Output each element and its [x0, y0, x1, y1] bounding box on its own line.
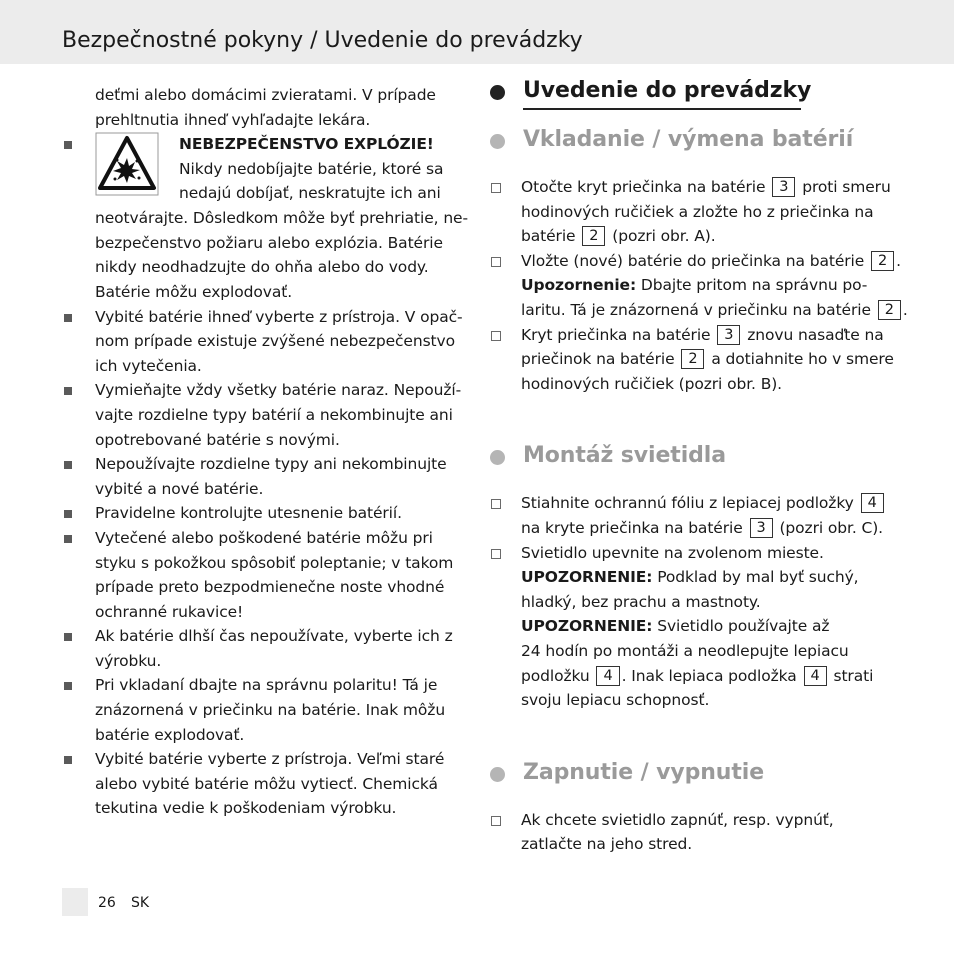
note-label: UPOZORNENIE:: [521, 617, 653, 636]
section-heading-text: Zapnutie / vypnutie: [523, 759, 765, 785]
bullet-text: batérie explodovať.: [95, 725, 245, 744]
bullet-marker: [64, 756, 72, 764]
bullet-item: [62, 501, 472, 526]
bullet-item: [62, 747, 472, 821]
step-text: a dotiahnite ho v smere: [711, 350, 894, 369]
heading-bullet: [490, 134, 505, 149]
bullet-text: ich vytečenia.: [95, 356, 202, 375]
step-checkbox: [491, 257, 501, 267]
part-ref: 2: [871, 251, 894, 271]
step-text: proti smeru: [802, 178, 891, 196]
language-code: SK: [131, 895, 150, 911]
bullet-text: ochranné rukavice!: [95, 602, 244, 621]
bullet-item: [62, 624, 472, 673]
warning-title: NEBEZPEČENSTVO EXPLÓZIE!: [179, 135, 434, 154]
warning-line: Nikdy nedobíjajte batérie, ktoré sa: [179, 159, 444, 178]
step-item: [488, 541, 908, 713]
bullet-text: Ak batérie dlhší čas nepoužívate, vyberte ich z: [95, 627, 453, 646]
step-text: hodinových ručičiek a zložte ho z priečinka na: [521, 202, 874, 221]
page-header: [0, 0, 954, 64]
step-text: priečinok na batérie: [521, 350, 675, 369]
bullet-text: Nepoužívajte rozdielne typy ani nekombinujte: [95, 455, 447, 474]
bullet-item: [62, 452, 472, 501]
bullet-marker: [64, 314, 72, 322]
section-heading-text: Montáž svietidla: [523, 443, 726, 469]
main-heading-text: Uvedenie do prevádzky: [523, 78, 812, 103]
step-text: . Inak lepiaca podložka: [621, 666, 797, 685]
part-ref: 2: [582, 226, 605, 246]
bullet-text: prípade preto bezpodmienečne noste vhodné: [95, 578, 445, 597]
bullet-text: vybité a nové batérie.: [95, 479, 264, 498]
step-text: na kryte priečinka na batérie: [521, 518, 743, 537]
section-heading-switch: [488, 761, 908, 795]
step-checkbox: [491, 499, 501, 509]
part-ref: 3: [750, 518, 773, 538]
bullet-text: Pri vkladaní dbajte na správnu polaritu! Tá je: [95, 676, 438, 695]
bullet-text: alebo vybité batérie môžu vytiecť. Chemická: [95, 774, 438, 793]
bullet-text: opotrebované batérie s novými.: [95, 430, 340, 449]
step-item: [488, 323, 908, 397]
warning-line: Batérie môžu explodovať.: [95, 282, 293, 301]
bullet-text: Vybité batérie ihneď vyberte z prístroja. V opač-: [95, 307, 463, 326]
warning-line: bezpečenstvo požiaru alebo explózia. Batérie: [95, 233, 443, 252]
part-ref: 3: [717, 325, 740, 345]
bullet-text: Vybité batérie vyberte z prístroja. Veľmi staré: [95, 750, 445, 769]
step-text: Stiahnite ochrannú fóliu z lepiacej podložky: [521, 494, 854, 513]
bullet-text: styku s pokožkou spôsobiť poleptanie; v takom: [95, 553, 454, 572]
step-checkbox: [491, 331, 501, 341]
bullet-text: Pravidelne kontrolujte utesnenie batérií.: [95, 504, 402, 523]
step-text: svoju lepiacu schopnosť.: [521, 691, 710, 710]
step-checkbox: [491, 816, 501, 826]
step-checkbox: [491, 183, 501, 193]
bullet-marker: [64, 682, 72, 690]
step-text: (pozri obr. C).: [779, 518, 884, 537]
step-text: hladký, bez prachu a mastnoty.: [521, 592, 761, 611]
note-label: Upozornenie:: [521, 276, 637, 295]
step-text: Vložte (nové) batérie do priečinka na batérie: [521, 251, 865, 270]
heading-bullet: [490, 85, 505, 100]
step-text: Otočte kryt priečinka na batérie: [521, 178, 766, 196]
bullet-text: nom prípade existuje zvýšené nebezpečenstvo: [95, 332, 455, 351]
bullet-marker: [64, 535, 72, 543]
bullet-marker: [64, 510, 72, 518]
section-heading-text: Vkladanie / výmena batérií: [523, 127, 854, 152]
part-ref: 3: [772, 177, 795, 197]
explosion-warning-icon: [95, 132, 159, 196]
step-text: zatlačte na jeho stred.: [521, 835, 693, 854]
bullet-text: Vytečené alebo poškodené batérie môžu pri: [95, 528, 433, 547]
part-ref: 4: [804, 666, 827, 686]
step-text: Ak chcete svietidlo zapnúť, resp. vypnúť,: [521, 810, 834, 829]
step-text: Kryt priečinka na batérie: [521, 325, 711, 344]
heading-bullet: [490, 450, 505, 465]
part-ref: 2: [681, 349, 704, 369]
warning-line: nedajú dobíjať, neskratujte ich ani: [179, 184, 441, 203]
step-text: Dbajte pritom na správnu po-: [640, 276, 868, 295]
step-text: Svietidlo upevnite na zvolenom mieste.: [521, 543, 824, 562]
bullet-text: výrobku.: [95, 651, 162, 670]
heading-underline: [523, 108, 801, 110]
bullet-marker: [64, 633, 72, 641]
step-text: laritu. Tá je znázornená v priečinku na batérie: [521, 300, 871, 319]
page-number: 26: [98, 895, 116, 911]
section-heading-mounting: [488, 444, 908, 478]
bullet-text: znázornená v priečinku na batérie. Inak môžu: [95, 701, 446, 720]
page-title: Bezpečnostné pokyny / Uvedenie do prevádzky: [62, 28, 583, 53]
step-text: podložku: [521, 666, 590, 685]
section-heading-batteries: [488, 128, 908, 162]
part-ref: 2: [878, 300, 901, 320]
note-label: UPOZORNENIE:: [521, 568, 653, 587]
step-text: batérie: [521, 227, 576, 246]
part-ref: 4: [861, 493, 884, 513]
step-item: [488, 249, 908, 323]
intro-line: prehltnutia ihneď vyhľadajte lekára.: [95, 110, 371, 129]
step-text: (pozri obr. A).: [612, 227, 716, 246]
warning-line: nikdy neodhadzujte do ohňa alebo do vody.: [95, 258, 429, 277]
right-column: [488, 79, 908, 857]
step-item: [488, 175, 908, 249]
step-text: .: [896, 251, 901, 270]
bullet-marker: [64, 387, 72, 395]
section-heading-main: [488, 79, 908, 113]
part-ref: 4: [596, 666, 619, 686]
step-text: Podklad by mal byť suchý,: [657, 568, 859, 587]
bullet-marker: [64, 461, 72, 469]
step-text: Svietidlo používajte až: [657, 617, 830, 636]
step-text: hodinových ručičiek (pozri obr. B).: [521, 374, 783, 393]
left-column: [62, 83, 472, 821]
heading-bullet: [490, 767, 505, 782]
bullet-text: Vymieňajte vždy všetky batérie naraz. Nepouží-: [95, 381, 462, 400]
warning-line: neotvárajte. Dôsledkom môže byť prehriatie, ne-: [95, 209, 468, 228]
bullet-item: [62, 305, 472, 379]
step-text: .: [902, 300, 908, 319]
step-text: znovu nasaďte na: [747, 325, 884, 344]
bullet-item: [62, 673, 472, 747]
bullet-marker: [64, 141, 72, 149]
step-item: [488, 491, 908, 540]
bullet-item: [62, 526, 472, 624]
footer-tab: [62, 888, 88, 916]
intro-line: deťmi alebo domácimi zvieratami. V prípade: [95, 86, 436, 104]
bullet-text: vajte rozdielne typy batérií a nekombinujte ani: [95, 405, 453, 424]
bullet-text: tekutina vedie k poškodeniam výrobku.: [95, 799, 397, 818]
step-text: 24 hodín po montáži a neodlepujte lepiacu: [521, 641, 849, 660]
bullet-item: [62, 378, 472, 452]
step-item: [488, 808, 908, 857]
step-checkbox: [491, 549, 501, 559]
step-text: strati: [833, 666, 874, 685]
